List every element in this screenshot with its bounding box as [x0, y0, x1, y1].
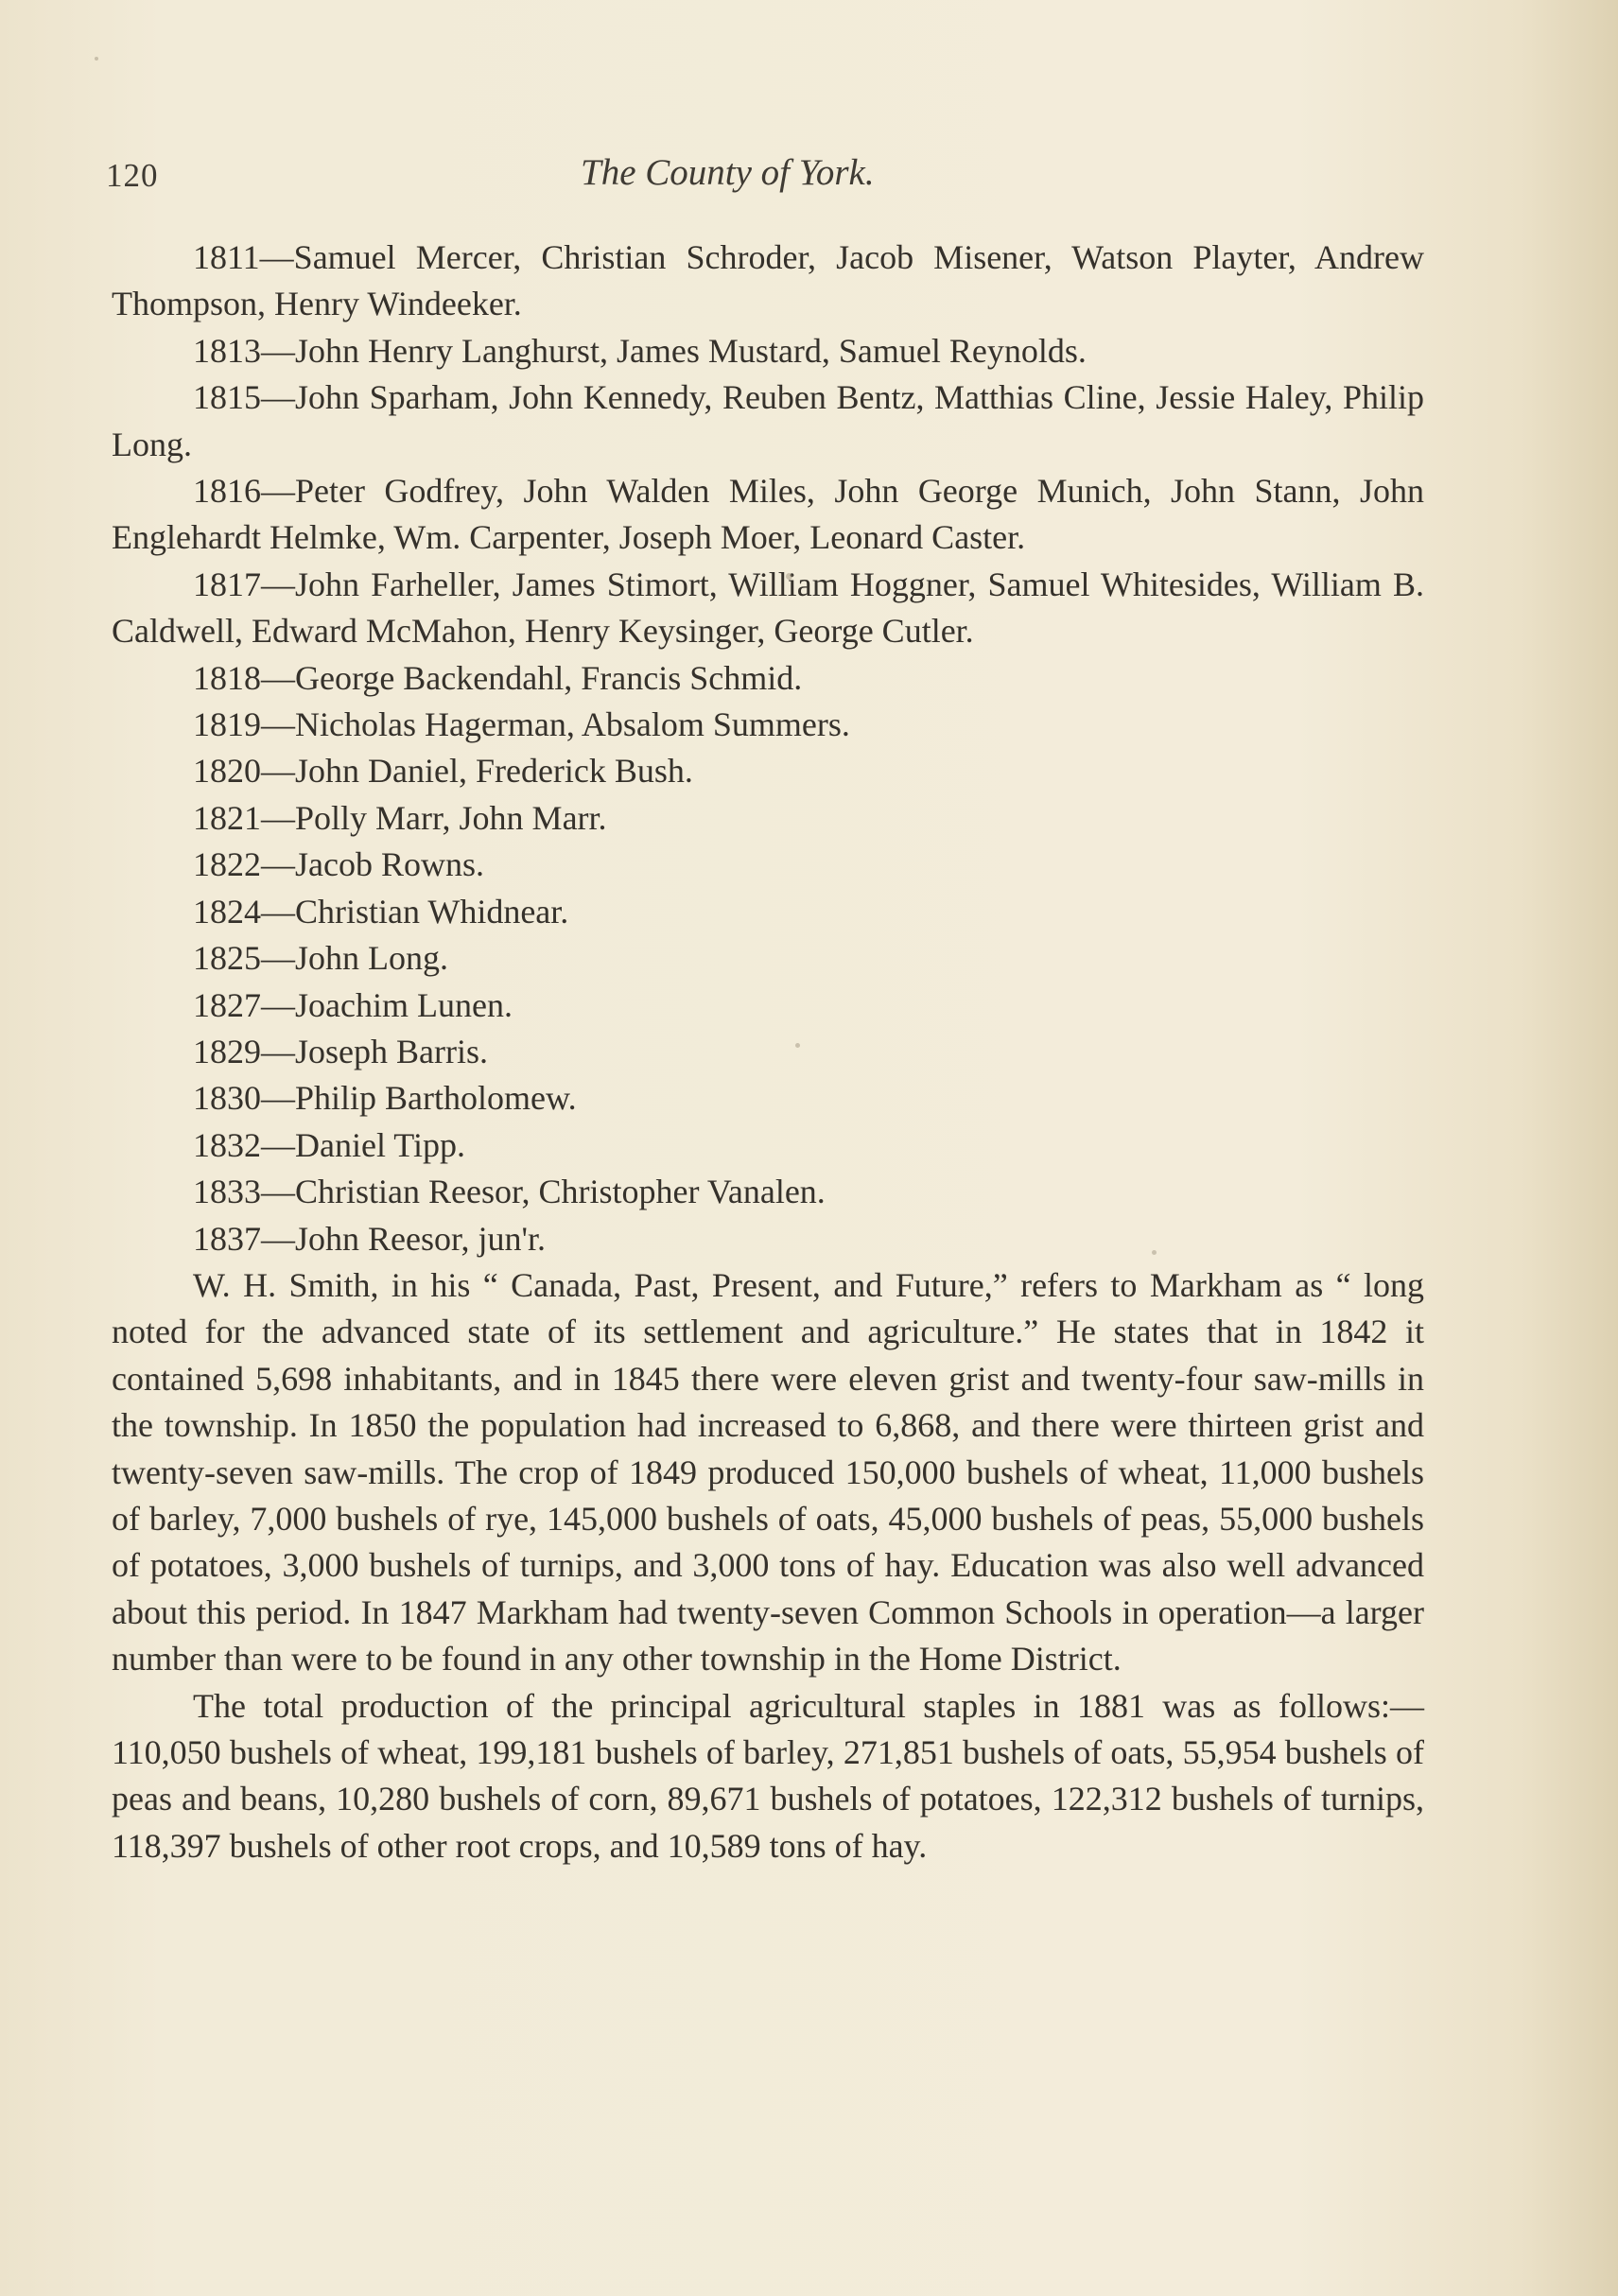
entry-dash: — [261, 1219, 295, 1258]
entry-year: 1816 [193, 472, 261, 511]
entry-dash: — [261, 1032, 295, 1070]
entry-year: 1832 [193, 1125, 261, 1164]
entry-dash: — [259, 238, 294, 276]
entry-year: 1837 [193, 1219, 261, 1258]
entry-names: Joachim Lunen. [295, 985, 513, 1024]
entry-dash: — [261, 752, 295, 791]
entry-dash: — [261, 1125, 295, 1164]
entry-year: 1824 [193, 892, 261, 931]
settler-entry [112, 1029, 1424, 1075]
entry-year: 1830 [193, 1079, 261, 1118]
settler-entry [112, 889, 1424, 935]
settler-entry [112, 935, 1424, 982]
entry-names: John Daniel, Frederick Bush. [295, 752, 693, 791]
entry-year: 1819 [193, 705, 261, 744]
entry-year: 1820 [193, 752, 261, 791]
entry-names: John Long. [295, 939, 448, 978]
entry-dash: — [261, 939, 295, 978]
page-body [112, 235, 1424, 1870]
settler-entry [112, 842, 1424, 888]
entry-names: John Henry Langhurst, James Mustard, Samuel Reynolds. [295, 331, 1087, 370]
body-paragraph: W. H. Smith, in his “ Canada, Past, Present, and Future,” refers to Markham as “ long noted for the advanced state of its settlement and agriculture.” He states that in 1842 it contained 5,698 inhabitants, and in 1845 there were eleven grist and twenty-four saw-mills in the township. In 1850 the population had increased to 6,868, and there were thirteen grist and twenty-seven saw-mills. The crop of 1849 produced 150,000 bushels of wheat, 11,000 bushels of barley, 7,000 bushels of rye, 145,000 bushels of oats, 45,000 bushels of peas, 55,000 bushels of potatoes, 3,000 bushels of turnips, and 3,000 tons of hay. Education was also well advanced about this period. In 1847 Markham had twenty-seven Common Schools in operation—a larger number than were to be found in any other township in the Home District. [112, 1265, 1424, 1679]
settler-entry [112, 374, 1424, 468]
entry-year: 1829 [193, 1032, 261, 1070]
settler-entry [112, 702, 1424, 748]
entry-dash: — [261, 845, 295, 884]
entry-year: 1821 [193, 798, 261, 837]
entry-names: Philip Bartholomew. [295, 1079, 577, 1118]
entry-names: Christian Whidnear. [295, 892, 569, 931]
entry-names: Joseph Barris. [295, 1032, 488, 1070]
entry-dash: — [261, 472, 295, 511]
paper-speck [1152, 1250, 1157, 1255]
settler-entry [112, 468, 1424, 562]
entry-names: John Reesor, jun'r. [295, 1219, 547, 1258]
body-paragraphs [112, 1262, 1424, 1870]
entry-dash: — [261, 1079, 295, 1118]
entry-names: Daniel Tipp. [295, 1125, 466, 1164]
settler-entry [112, 1216, 1424, 1262]
paper-speck [786, 573, 792, 580]
entry-names: John Farheller, James Stimort, William Hoggner, Samuel Whitesides, William B. Caldwell, Edward McMahon, Henry Keysinger, George Cutler. [112, 565, 1424, 651]
entry-names: Nicholas Hagerman, Absalom Summers. [295, 705, 850, 744]
entry-year: 1817 [193, 565, 261, 603]
settler-list [112, 235, 1424, 1262]
settler-entry [112, 235, 1424, 328]
entry-dash: — [261, 1173, 295, 1211]
entry-names: Samuel Mercer, Christian Schroder, Jacob Misener, Watson Playter, Andrew Thompson, Henry Windeeker. [112, 238, 1424, 323]
entry-year: 1815 [193, 378, 261, 417]
settler-entry [112, 655, 1424, 702]
entry-year: 1811 [193, 238, 260, 276]
settler-entry [112, 328, 1424, 374]
entry-dash: — [261, 798, 295, 837]
entry-year: 1813 [193, 331, 261, 370]
running-title: The County of York. [581, 152, 875, 193]
entry-dash: — [261, 892, 295, 931]
entry-names: George Backendahl, Francis Schmid. [295, 658, 803, 697]
entry-year: 1833 [193, 1173, 261, 1211]
entry-dash: — [261, 985, 295, 1024]
settler-entry [112, 1122, 1424, 1169]
paper-speck [95, 57, 98, 61]
entry-dash: — [261, 378, 295, 417]
paper-speck [795, 1043, 800, 1048]
page-number: 120 [106, 157, 159, 194]
entry-names: Christian Reesor, Christopher Vanalen. [295, 1173, 826, 1211]
entry-year: 1818 [193, 658, 261, 697]
settler-entry [112, 562, 1424, 655]
entry-year: 1822 [193, 845, 261, 884]
settler-entry [112, 1075, 1424, 1122]
entry-year: 1827 [193, 985, 261, 1024]
entry-dash: — [261, 658, 295, 697]
settler-entry [112, 1169, 1424, 1215]
settler-entry [112, 983, 1424, 1029]
settler-entry [112, 795, 1424, 842]
entry-dash: — [261, 331, 295, 370]
entry-names: Jacob Rowns. [295, 845, 484, 884]
entry-names: Polly Marr, John Marr. [295, 798, 607, 837]
entry-dash: — [261, 565, 295, 603]
entry-names: Peter Godfrey, John Walden Miles, John George Munich, John Stann, John Englehardt Helmke, Wm. Carpenter, Joseph Moer, Leonard Caster. [112, 472, 1424, 557]
body-paragraph: The total production of the principal agricultural staples in 1881 was as follows:—110,050 bushels of wheat, 199,181 bushels of barley, 271,851 bushels of oats, 55,954 bushels of peas and beans, 10,280 bushels of corn, 89,671 bushels of potatoes, 122,312 bushels of turnips, 118,397 bushels of other root crops, and 10,589 tons of hay. [112, 1686, 1424, 1865]
entry-names: John Sparham, John Kennedy, Reuben Bentz, Matthias Cline, Jessie Haley, Philip Long. [112, 378, 1424, 463]
settler-entry [112, 748, 1424, 794]
entry-year: 1825 [193, 939, 261, 978]
entry-dash: — [261, 705, 295, 744]
